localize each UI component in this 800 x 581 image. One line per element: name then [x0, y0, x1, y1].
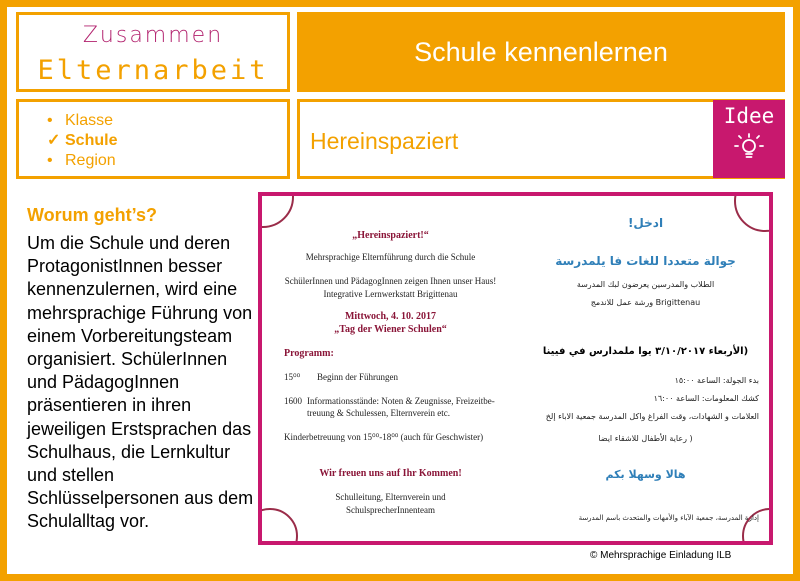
- logo-line-2: Elternarbeit: [37, 55, 269, 86]
- school-seal-icon: [258, 192, 294, 228]
- flyer-ar-subtitle: جوالة متعددا للغات فا يلمدرسة: [555, 254, 736, 268]
- flyer-closing: Wir freuen uns auf Ihr Kommen!: [319, 468, 462, 479]
- program-item-2-cont: treuung & Schulessen, Elternverein etc.: [307, 408, 450, 418]
- program-label: Programm:: [284, 348, 334, 359]
- flyer-ar-line-4: كشك المعلومات: الساعة ١٦:٠٠: [653, 394, 759, 403]
- program-item-3: Kinderbetreuung von 15⁰⁰-18⁰⁰ (auch für Geschwister): [284, 432, 484, 442]
- flyer-ar-title: !ادخل: [627, 216, 664, 230]
- description-text: Um die Schule und deren ProtagonistInnen besser kennenzulernen, wird eine mehrsprachige Führung von einem Vorbereitungsteam organisiert. SchülerInnen und PädagogInnen präsentieren in ihren jeweiligen Erstsprachen das Schulhaus, die Lernkultur und stellen Schlüsselpersonen aus dem Schulalltag vor.: [27, 233, 254, 532]
- check-icon: ✓: [47, 132, 61, 149]
- flyer-german: [262, 196, 519, 541]
- invitation-flyer: [258, 192, 773, 545]
- flyer-line-1: SchülerInnen und PädagogInnen zeigen Ihnen unser Haus!: [284, 276, 497, 286]
- subtitle-panel: [297, 99, 785, 179]
- page-subtitle: Hereinspaziert: [310, 128, 459, 154]
- section-heading: Worum geht’s?: [27, 205, 157, 225]
- bullet-icon: •: [47, 112, 53, 129]
- flyer-line-2: Integrative Lernwerkstatt Brigittenau: [323, 289, 458, 299]
- program-item-2: Informationsstände: Noten & Zeugnisse, Freizeitbe-: [307, 396, 495, 406]
- idea-badge-label: Idee: [723, 104, 775, 128]
- flyer-ar-sign: إدارة المدرسة، جمعية الآباء والأمهات والمتحدث باسم المدرسة: [578, 514, 759, 522]
- flyer-arabic: [522, 196, 769, 541]
- logo-line-1: Zusammen: [82, 23, 224, 48]
- menu-item-label: Klasse: [65, 112, 114, 129]
- flyer-sign-2: SchulsprecherInnenteam: [346, 505, 435, 515]
- flyer-ar-date: الأربعاء ٣/١٠/٢٠١٧ يوا ملمدارس في فيينا): [542, 346, 749, 357]
- flyer-subtitle: Mehrsprachige Elternführung durch die Schule: [305, 252, 476, 262]
- menu-item-label: Schule: [65, 132, 118, 149]
- title-banner: [297, 12, 785, 92]
- menu-item-label: Region: [65, 152, 116, 169]
- flyer-ar-line-1: الطلاب والمدرسين يعرضون لبك المدرسة: [576, 280, 715, 289]
- menu-item-schule[interactable]: [47, 131, 117, 151]
- image-credit: © Mehrsprachige Einladung ILB: [590, 550, 732, 561]
- menu-item-klasse[interactable]: [47, 111, 117, 131]
- flyer-ar-line-5: العلامات و الشهادات، وقت الفراغ واكل المدرسة جمعية الاباء إلخ: [545, 412, 759, 421]
- flyer-ar-line-6: رعاية الأطفال للاشقاء ايضا ): [598, 434, 693, 443]
- logo: [16, 12, 290, 92]
- menu-list: [47, 111, 117, 171]
- program-item-1: Beginn der Führungen: [317, 372, 398, 382]
- menu-item-region[interactable]: [47, 151, 117, 171]
- flyer-event: „Tag der Wiener Schulen“: [334, 324, 447, 335]
- flyer-ar-line-3: بدء الجولة: الساعة ١٥:٠٠: [674, 376, 759, 385]
- topic-menu: [16, 99, 290, 179]
- flyer-ar-line-2: ورشة عمل للاندمج Brigittenau: [590, 298, 701, 307]
- program-time-1: 15⁰⁰: [284, 372, 301, 382]
- lightbulb-icon: [734, 133, 764, 163]
- flyer-sign-1: Schulleitung, Elternverein und: [335, 492, 446, 502]
- flyer-title: „Hereinspaziert!“: [352, 230, 429, 241]
- program-time-2: 1600: [284, 396, 302, 406]
- flyer-ar-closing: هالا وسهلا بكم: [605, 468, 686, 481]
- flyer-date: Mittwoch, 4. 10. 2017: [344, 311, 437, 322]
- page-title: Schule kennenlernen: [414, 37, 668, 67]
- bullet-icon: •: [47, 152, 53, 169]
- idea-badge: [713, 100, 785, 178]
